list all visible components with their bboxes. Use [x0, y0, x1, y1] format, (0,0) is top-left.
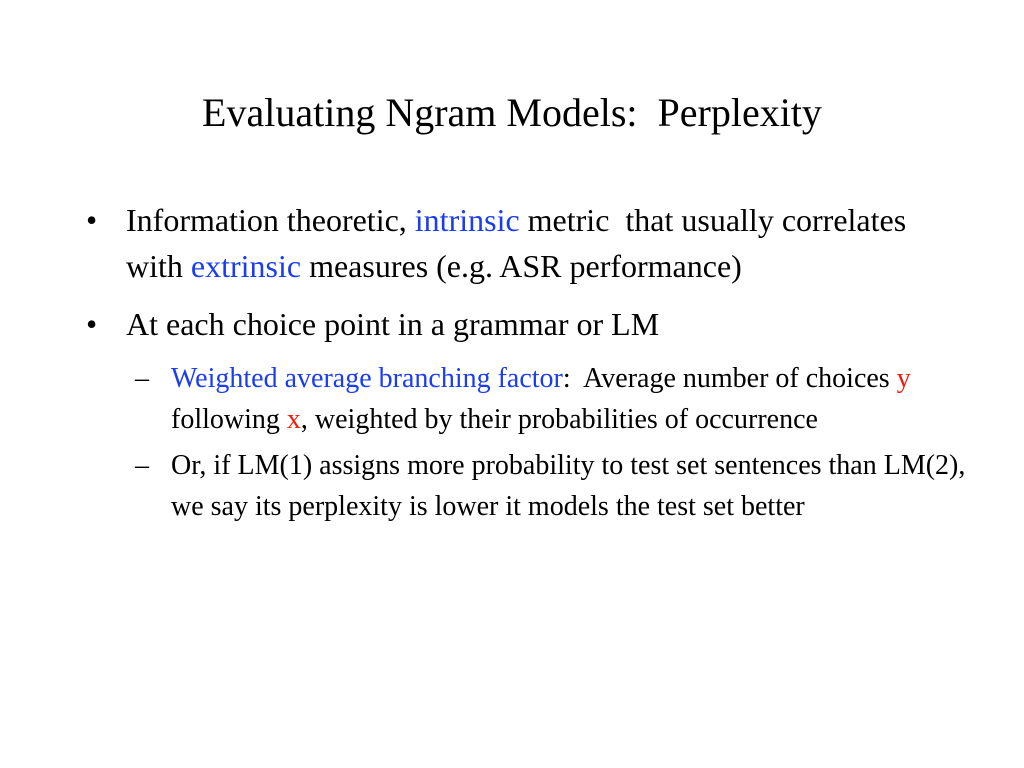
sub-bullet-text: following [171, 363, 918, 435]
bullet-text: At each choice point in a grammar or LM [126, 306, 660, 342]
sub-bullet-text: : Average number of choices [562, 363, 897, 394]
bullet-marker: • [86, 306, 98, 342]
bullet-intrinsic-metric [86, 197, 966, 289]
sub-bullet-perplexity-comparison [135, 446, 973, 527]
variable-y: y [896, 363, 911, 394]
extrinsic-term: extrinsic [190, 248, 302, 284]
bullet-text: Information theoretic, [126, 202, 415, 238]
slide-title: Evaluating Ngram Models: Perplexity [202, 90, 822, 135]
sub-bullet-marker: – [135, 450, 149, 481]
variable-x: x [286, 403, 301, 435]
sub-bullet-marker: – [135, 363, 149, 394]
intrinsic-term: intrinsic [414, 202, 520, 238]
sub-bullet-text: , weighted by their probabilities of occurrence [300, 403, 818, 435]
sub-bullet-text: Or, if LM(1) assigns more probability to test set sentences than LM(2), we say its perplexity is lower it models the test set better [171, 450, 973, 522]
bullet-choice-point [86, 301, 966, 347]
sub-bullet-branching-factor [135, 359, 966, 440]
sub-bullet-list [86, 359, 973, 527]
bullet-text: measures (e.g. ASR performance) [301, 248, 742, 284]
bullet-marker: • [86, 202, 98, 238]
bullet-text: metric that usually correlates with [126, 202, 915, 284]
branching-factor-term: Weighted average branching factor [171, 363, 563, 394]
bullet-list [86, 197, 973, 533]
